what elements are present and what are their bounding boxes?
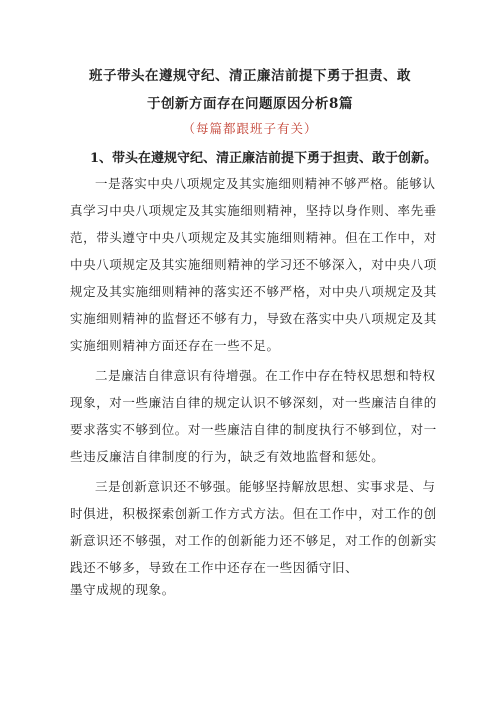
paragraph-2-line: 现象，对一些廉洁自律的规定认识不够深刻，对一些廉洁自律的 bbox=[70, 395, 437, 410]
paragraph-1-line: 范，带头遵守中央八项规定及其实施细则精神。但在工作中，对 bbox=[70, 230, 437, 245]
section-heading: 1、带头在遵规守纪、清正廉洁前提下勇于担责、敢于创新。 bbox=[90, 151, 438, 166]
paragraph-2-line: 些违反廉洁自律制度的行为，缺乏有效地监督和惩处。 bbox=[70, 449, 385, 464]
paragraph-3-line: 三是创新意识还不够强。能够坚持解放思想、实事求是、与 bbox=[95, 479, 436, 494]
document-title-line-2: 于创新方面存在问题原因分析8篇 bbox=[147, 96, 353, 112]
paragraph-3-line: 墨守成规的现象。 bbox=[70, 582, 175, 597]
paragraph-1-line: 中央八项规定及其实施细则精神的学习还不够深入，对中央八项 bbox=[70, 257, 437, 272]
paragraph-1-line: 一是落实中央八项规定及其实施细则精神不够严格。能够认 bbox=[95, 176, 436, 191]
paragraph-1-line: 真学习中央八项规定及其实施细则精神，坚持以身作则、率先垂 bbox=[70, 203, 437, 218]
paragraph-3-line: 时俱进，积极探索创新工作方式方法。但在工作中，对工作的创 bbox=[70, 506, 437, 521]
paragraph-3-line: 践还不够多，导致在工作中还存在一些因循守旧、 bbox=[70, 560, 359, 575]
paragraph-2-line: 要求落实不够到位。对一些廉洁自律的制度执行不够到位，对一 bbox=[70, 422, 437, 437]
paragraph-1-line: 实施细则精神方面还存在一些不足。 bbox=[70, 338, 280, 353]
paragraph-3-line: 新意识还不够强，对工作的创新能力还不够足，对工作的创新实 bbox=[70, 533, 437, 548]
paragraph-1-line: 实施细则精神的监督还不够有力，导致在落实中央八项规定及其 bbox=[70, 311, 437, 326]
document-title-line-1: 班子带头在遵规守纪、清正廉洁前提下勇于担责、敢 bbox=[89, 68, 411, 84]
document-note: （每篇都跟班子有关） bbox=[182, 121, 318, 136]
paragraph-2-line: 二是廉洁自律意识有待增强。在工作中存在特权思想和特权 bbox=[95, 368, 436, 383]
paragraph-1-line: 规定及其实施细则精神的落实还不够严格，对中央八项规定及其 bbox=[70, 284, 437, 299]
